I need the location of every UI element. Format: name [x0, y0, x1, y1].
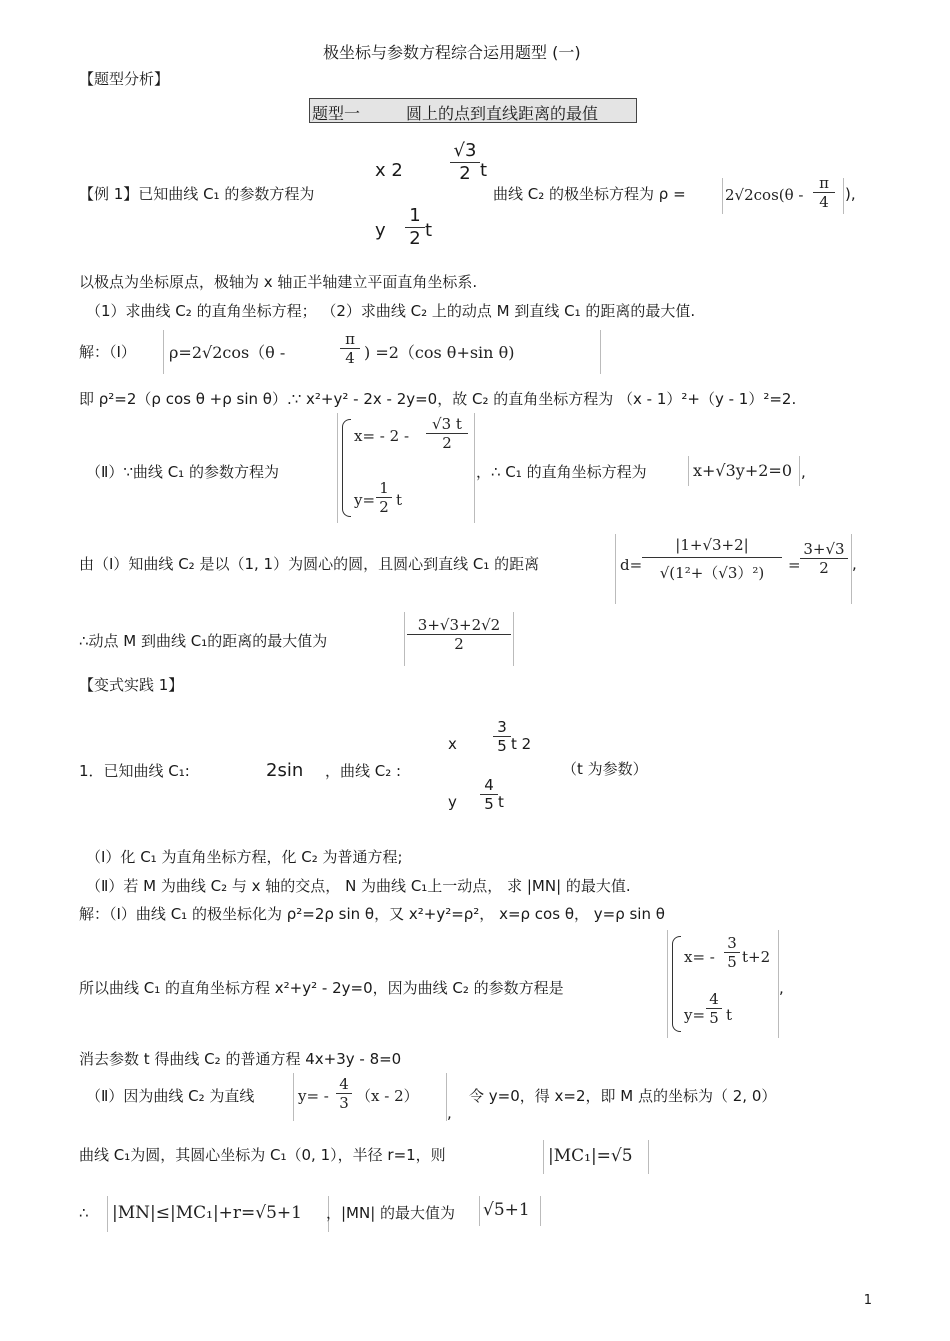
- ex1-line5: 即 ρ²=2（ρ cos θ +ρ sin θ）.∵ x²+y² - 2x - 2y=0，故 C₂ 的直角坐标方程为 （x - 1）²+（y - 1）²=2.: [79, 390, 797, 408]
- ex1-part2-system: [337, 413, 475, 523]
- variant-q2: （Ⅱ）若 M 为曲线 C₂ 与 x 轴的交点， N 为曲线 C₁上一动点， 求 |MN| 的最大值.: [86, 877, 631, 895]
- type-box-label: 题型一: [312, 104, 361, 123]
- variant-s2-y-den: 5: [709, 1009, 719, 1027]
- variant-s5-equation: [543, 1140, 649, 1174]
- ex1-part2-y-frac-den: 2: [379, 498, 389, 516]
- variant-q-c2: ，曲线 C₂ :: [325, 762, 402, 780]
- variant-s2-x-num: 3: [724, 934, 740, 953]
- ex1-dist-num: |1+√3+2|: [642, 536, 782, 558]
- ex1-sol-frac-den: 4: [345, 349, 355, 367]
- ex1-param-y-frac: [405, 205, 425, 249]
- variant-s4-comma: ,: [447, 1104, 452, 1122]
- ex1-dist-label: 由（Ⅰ）知曲线 C₂ 是以（1, 1）为圆心的圆，且圆心到直线 C₁ 的距离: [79, 555, 540, 573]
- ex1-part2-end: ,: [801, 463, 806, 481]
- ex1-max-label: ∴动点 M 到曲线 C₁的距离的最大值为: [79, 632, 328, 650]
- ex1-max-den: 2: [454, 635, 464, 653]
- ex1-dist-res-den: 2: [819, 559, 829, 577]
- ex1-intro: 【例 1】已知曲线 C₁ 的参数方程为: [79, 185, 315, 203]
- variant-q-y-frac: [480, 776, 498, 813]
- variant-heading: 【变式实践 1】: [79, 676, 184, 694]
- section-analysis-heading: 【题型分析】: [79, 70, 170, 88]
- ex1-dist-equation: [615, 534, 852, 604]
- variant-s2-end: ,: [779, 979, 784, 997]
- variant-s4-tail: （x - 2）: [356, 1087, 419, 1105]
- variant-q-x-num: 3: [493, 718, 511, 737]
- ex1-dist-res-num: 3+√3: [800, 540, 848, 559]
- variant-s4-den: 3: [339, 1094, 349, 1112]
- variant-s1: 解：（Ⅰ）曲线 C₁ 的极坐标化为 ρ²=2ρ sin θ，又 x²+y²=ρ²， x=ρ cos θ， y=ρ sin θ: [79, 905, 665, 923]
- ex1-c2-four: 4: [819, 193, 829, 211]
- variant-q-label: 1．已知曲线 C₁:: [79, 762, 190, 780]
- variant-s4-rest: 令 y=0，得 x=2，即 M 点的坐标为（ 2, 0）: [469, 1087, 777, 1105]
- ex1-part2-x-frac-den: 2: [442, 434, 452, 452]
- ex1-part2-mid: ，∴ C₁ 的直角坐标方程为: [476, 463, 647, 481]
- ex1-part2-brace: [342, 419, 351, 517]
- variant-s3: 消去参数 t 得曲线 C₂ 的普通方程 4x+3y - 8=0: [79, 1050, 402, 1068]
- ex1-param-x: x 2: [375, 160, 403, 181]
- variant-q-y: y: [448, 793, 457, 811]
- variant-s2-y-frac: [706, 990, 722, 1027]
- ex1-sol-label: 解：（Ⅰ）: [79, 343, 136, 361]
- ex1-dist-d: d=: [620, 556, 643, 574]
- ex1-line2: 以极点为坐标原点，极轴为 x 轴正半轴建立平面直角坐标系.: [79, 273, 478, 291]
- ex1-sol-equation: [163, 330, 601, 374]
- ex1-param-x-frac: [450, 140, 480, 184]
- variant-q1: （Ⅰ）化 C₁ 为直角坐标方程，化 C₂ 为普通方程;: [86, 848, 403, 866]
- variant-q-y-den: 5: [484, 795, 494, 813]
- ex1-part2-y-frac: [376, 479, 392, 516]
- ex1-c2-img: 2√2cos(θ -: [725, 186, 804, 204]
- ex1-sol-img: ρ=2√2cos（θ -: [169, 343, 286, 362]
- ex1-part2-img: x+√3y+2=0: [693, 461, 793, 480]
- ex1-part2-x-frac-num: √3 t: [426, 415, 468, 434]
- ex1-c2-frac: [813, 174, 835, 211]
- variant-q-x-den: 5: [497, 737, 507, 755]
- variant-s4-label: （Ⅱ）因为曲线 C₂ 为直线: [86, 1087, 255, 1105]
- ex1-param-x-frac-den: 2: [459, 162, 471, 184]
- ex1-sol-frac: [340, 330, 360, 367]
- ex1-c2-close: ),: [845, 185, 856, 203]
- variant-s5-label: 曲线 C₁为圆，其圆心坐标为 C₁（0, 1），半径 r=1，则: [79, 1146, 446, 1164]
- variant-s2-x: x= -: [684, 948, 715, 966]
- variant-s4-frac: [336, 1075, 352, 1112]
- variant-s6-img: |MN|≤|MC₁|+r=√5+1: [112, 1203, 302, 1223]
- ex1-sol-tail: ) =2（cos θ+sin θ): [364, 343, 515, 362]
- variant-s4-equation: [293, 1073, 447, 1121]
- ex1-part2-x-frac: [426, 415, 468, 452]
- variant-s2-y-num: 4: [706, 990, 722, 1009]
- ex1-part2-y-frac-num: 1: [376, 479, 392, 498]
- type-box-text: 圆上的点到直线距离的最值: [406, 104, 599, 123]
- ex1-part2-x: x= - 2 -: [354, 427, 410, 445]
- ex1-dist-frac: [642, 536, 782, 582]
- variant-q-x-frac: [493, 718, 511, 755]
- ex1-param-y: y: [375, 220, 386, 241]
- variant-s2-y-tail: t: [726, 1006, 733, 1024]
- ex1-max-num: 3+√3+2√2: [407, 616, 511, 635]
- variant-s6-label: ∴: [79, 1204, 89, 1222]
- variant-s6-result: [479, 1196, 541, 1226]
- ex1-sol-frac-num: π: [340, 330, 360, 349]
- page-number: 1: [863, 1293, 872, 1308]
- ex1-part2-label: （Ⅱ）∵曲线 C₁ 的参数方程为: [86, 463, 279, 481]
- ex1-dist-res-frac: [800, 540, 848, 577]
- ex1-part2-line-eq: [688, 456, 800, 486]
- ex1-part2-y-t: t: [396, 491, 403, 509]
- ex1-dist-end: ,: [852, 555, 857, 573]
- ex1-c2-text: 曲线 C₂ 的极坐标方程为 ρ =: [493, 185, 686, 203]
- ex1-line3: （1）求曲线 C₂ 的直角坐标方程； （2）求曲线 C₂ 上的动点 M 到直线 C₁ 的距离的最大值.: [86, 302, 696, 320]
- ex1-param-y-frac-den: 2: [409, 227, 421, 249]
- variant-q-y-tail: t: [498, 793, 504, 811]
- ex1-c2-equation: [722, 174, 844, 214]
- ex1-c2-pi: π: [813, 174, 835, 193]
- ex1-param-y-t: t: [425, 220, 433, 241]
- variant-s2-x-frac: [724, 934, 740, 971]
- ex1-max-equation: [404, 612, 514, 666]
- type-box: [309, 98, 637, 123]
- variant-s6-equation: [107, 1196, 329, 1232]
- variant-s2-system: [667, 930, 779, 1038]
- ex1-param-x-frac-num: √3: [450, 140, 480, 163]
- variant-s2-text: 所以曲线 C₁ 的直角坐标方程 x²+y² - 2y=0，因为曲线 C₂ 的参数方程是: [79, 979, 564, 997]
- variant-s4-num: 4: [336, 1075, 352, 1094]
- ex1-param-x-t: t: [480, 160, 488, 181]
- variant-s2-brace: [672, 936, 681, 1032]
- variant-q-c1: 2sin: [266, 760, 304, 781]
- variant-s5-img: |MC₁|=√5: [548, 1146, 633, 1166]
- variant-s4-img: y= -: [298, 1087, 329, 1105]
- variant-s6-mid: ，|MN| 的最大值为: [326, 1204, 456, 1222]
- variant-q-param: （t 为参数）: [562, 760, 648, 778]
- variant-s6-res: √5+1: [483, 1200, 530, 1220]
- variant-s2-x-den: 5: [727, 953, 737, 971]
- ex1-max-frac: [407, 616, 511, 653]
- ex1-part2-y: y=: [354, 491, 376, 509]
- ex1-dist-den: √(1²+（√3）²): [659, 564, 765, 582]
- ex1-dist-eq: =: [788, 556, 801, 574]
- doc-title: 极坐标与参数方程综合运用题型 (一): [323, 43, 581, 62]
- variant-q-x-tail: t 2: [511, 735, 532, 753]
- variant-s2-x-tail: t+2: [742, 948, 771, 966]
- variant-s2-y: y=: [684, 1006, 706, 1024]
- variant-q-y-num: 4: [480, 776, 498, 795]
- variant-q-x: x: [448, 735, 457, 753]
- ex1-param-y-frac-num: 1: [405, 205, 425, 228]
